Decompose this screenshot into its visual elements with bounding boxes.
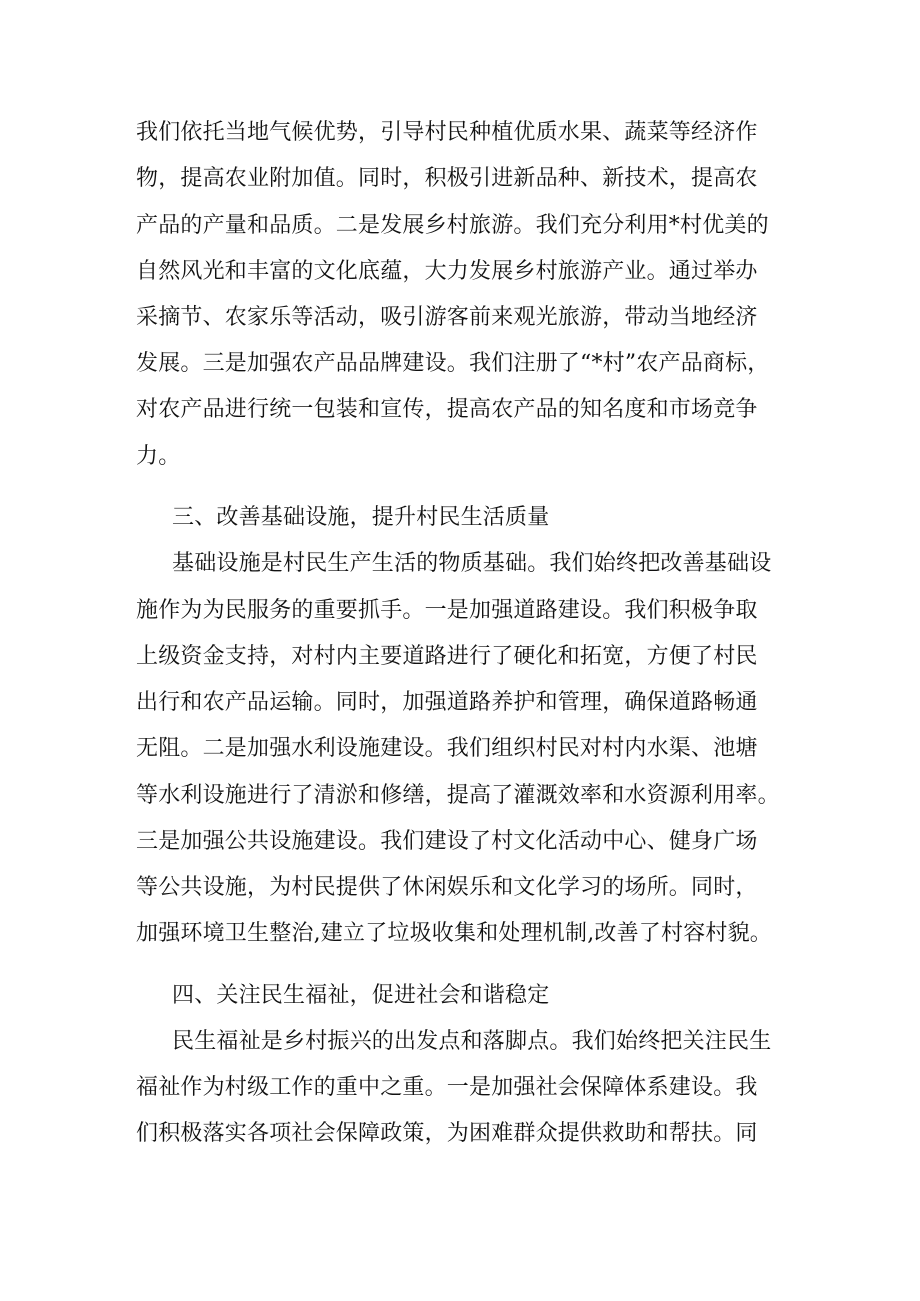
body-text-line: 我们依托当地气候优势，引导村民种植优质水果、蔬菜等经济作 [136,120,758,145]
body-text-line: 三是加强公共设施建设。我们建设了村文化活动中心、健身广场 [136,829,758,854]
body-text-line: 们积极落实各项社会保障政策，为困难群众提供救助和帮扶。同 [136,1121,758,1146]
body-text-line: 发展。三是加强农产品品牌建设。我们注册了“*村”农产品商标， [136,351,770,376]
section-heading: 四、关注民生福祉，促进社会和谐稳定 [172,983,550,1008]
body-text-line: 采摘节、农家乐等活动，吸引游客前来观光旅游，带动当地经济 [136,305,758,330]
body-text-line: 福祉作为村级工作的重中之重。一是加强社会保障体系建设。我 [136,1075,758,1100]
body-text-line: 民生福祉是乡村振兴的出发点和落脚点。我们始终把关注民生 [172,1029,772,1054]
body-text-line: 施作为为民服务的重要抓手。一是加强道路建设。我们积极争取 [136,598,758,623]
body-text-line: 自然风光和丰富的文化底蕴，大力发展乡村旅游产业。通过举办 [136,259,758,284]
body-text-line: 力。 [136,444,181,469]
body-text-line: 物，提高农业附加值。同时，积极引进新品种、新技术，提高农 [136,166,758,191]
section-heading: 三、改善基础设施，提升村民生活质量 [172,505,550,530]
body-text-line: 产品的产量和品质。二是发展乡村旅游。我们充分利用*村优美的 [136,213,769,238]
body-text-line: 无阻。二是加强水利设施建设。我们组织村民对村内水渠、池塘 [136,736,758,761]
body-text-line: 等公共设施，为村民提供了休闲娱乐和文化学习的场所。同时， [136,875,758,900]
body-text-line: 等水利设施进行了清淤和修缮，提高了灌溉效率和水资源利用率。 [136,783,780,808]
body-text-line: 对农产品进行统一包装和宣传，提高农产品的知名度和市场竞争 [136,397,758,422]
body-text-line: 上级资金支持，对村内主要道路进行了硬化和拓宽，方便了村民 [136,644,758,669]
body-text-line: 出行和农产品运输。同时，加强道路养护和管理，确保道路畅通 [136,690,758,715]
body-text-line: 加强环境卫生整治,建立了垃圾收集和处理机制,改善了村容村貌。 [136,921,772,946]
body-text-line: 基础设施是村民生产生活的物质基础。我们始终把改善基础设 [172,551,772,576]
